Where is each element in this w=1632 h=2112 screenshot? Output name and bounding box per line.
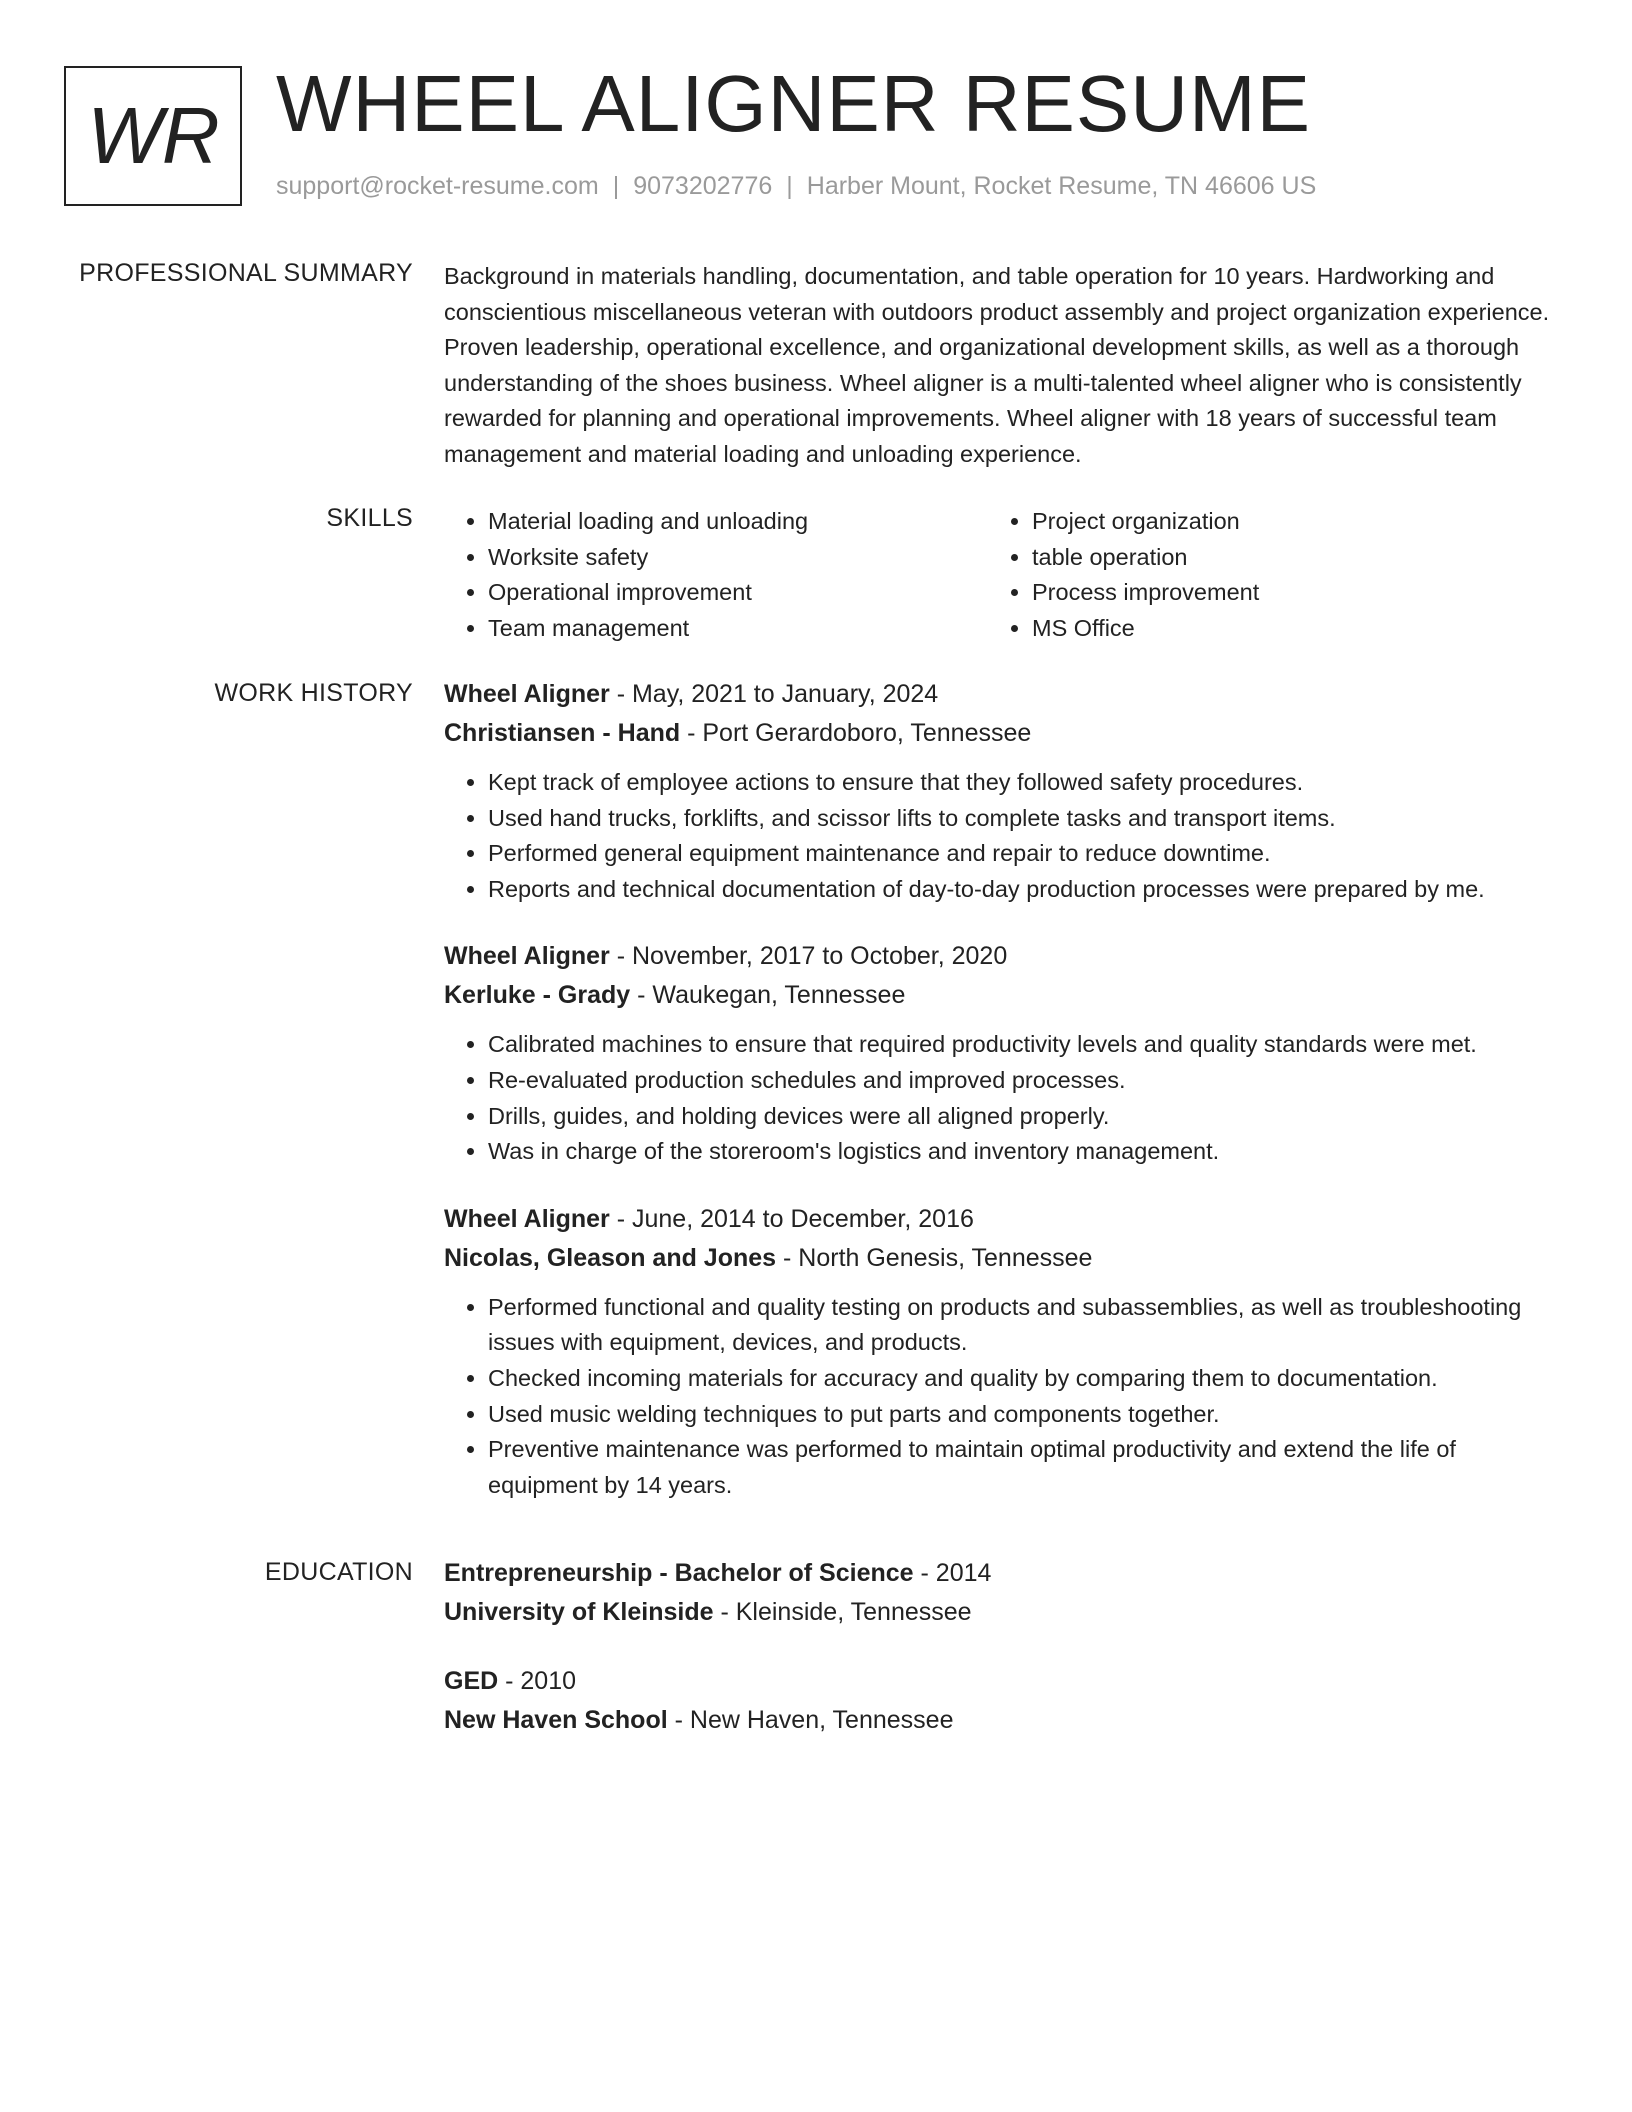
monogram-initials: WR [87,91,219,180]
job-company-line [444,976,1558,1015]
resume-title: WHEEL ALIGNER RESUME [276,59,1312,148]
school-location: - Kleinside, Tennessee [713,1598,972,1626]
job-title: Wheel Aligner [444,942,610,971]
job-title: Wheel Aligner [444,1204,610,1233]
duty-item: • Preventive maintenance was performed to maintain optimal productivity and extend the life of equipment by 14 years. [488,1432,1558,1503]
job-entry [444,675,1558,907]
job-company-line [444,1239,1558,1278]
education-label: EDUCATION [264,1558,413,1586]
skill-item: • Material loading and unloading [488,504,988,540]
contact-address: Harber Mount, Rocket Resume, TN 46606 US [806,172,1317,200]
job-company: Nicolas, Gleason and Jones [444,1243,777,1272]
skill-item: • Worksite safety [488,540,988,576]
job-company: Christiansen - Hand [444,719,681,747]
degree-year: - 2014 [913,1559,992,1587]
duty-item: • Used hand trucks, forklifts, and scissor lifts to complete tasks and transport items. [488,801,1558,837]
degree: GED [444,1667,499,1695]
degree: Entrepreneurship - Bachelor of Science [444,1559,914,1587]
job-title-line [444,1200,1558,1239]
skill-item: • table operation [1032,540,1532,576]
contact-separator: | [786,172,793,200]
job-duties [444,1027,1558,1169]
duty-item: • Used music welding techniques to put parts and components together. [488,1397,1558,1433]
duty-item: • Calibrated machines to ensure that required productivity levels and quality standards were met. [488,1027,1558,1063]
school-line [444,1701,1558,1740]
job-dates: - June, 2014 to December, 2016 [609,1204,974,1233]
duty-item: • Re-evaluated production schedules and improved processes. [488,1063,1558,1099]
job-entry [444,1200,1558,1504]
contact-separator: | [612,172,620,200]
summary-label: PROFESSIONAL SUMMARY [79,259,413,287]
job-company-line [444,714,1558,753]
job-entry [444,937,1558,1169]
job-dates: - November, 2017 to October, 2020 [609,942,1008,971]
school: New Haven School [444,1706,668,1734]
skill-item: • Operational improvement [488,575,988,611]
contact-phone: 9073202776 [633,172,773,200]
duty-item: • Drills, guides, and holding devices were all aligned properly. [488,1099,1558,1135]
job-location: - North Genesis, Tennessee [776,1243,1093,1272]
job-dates: - May, 2021 to January, 2024 [609,680,939,708]
school-location: - New Haven, Tennessee [667,1706,954,1734]
summary-text: Background in materials handling, documentation, and table operation for 10 years. Hardworking and conscientious miscellaneous veteran with outdoors product assembly and project organization experience. Proven leadership, operational excellence, and organizational development skills, as well as a thorough understanding of the shoes business. Wheel aligner is a multi-talented wheel aligner who is consistently rewarded for planning and operational improvements. Wheel aligner with 18 years of successful team management and material loading and unloading experience. [444,263,1550,467]
job-duties [444,1290,1558,1504]
duty-item: • Was in charge of the storeroom's logistics and inventory management. [488,1134,1558,1170]
school-line [444,1593,1558,1632]
duty-item: • Reports and technical documentation of day-to-day production processes were prepared by me. [488,872,1558,908]
contact-line [276,172,1316,201]
duty-item: • Kept track of employee actions to ensure that they followed safety procedures. [488,765,1558,801]
skill-item: • Process improvement [1032,575,1532,611]
degree-year: - 2010 [498,1667,577,1695]
degree-line [444,1554,1558,1593]
contact-email: support@rocket-resume.com [276,172,599,200]
duty-item: • Performed general equipment maintenance and repair to reduce downtime. [488,836,1558,872]
job-duties [444,765,1558,907]
job-location: - Port Gerardoboro, Tennessee [680,719,1032,747]
job-company: Kerluke - Grady [444,981,631,1010]
education-entry [444,1662,1558,1740]
job-title: Wheel Aligner [444,680,610,708]
school: University of Kleinside [444,1598,714,1626]
job-title-line [444,675,1558,714]
monogram-box [64,66,242,206]
skill-item: • Project organization [1032,504,1532,540]
duty-item: • Performed functional and quality testing on products and subassemblies, as well as troubleshooting issues with equipment, devices, and products. [488,1290,1558,1361]
skill-item: • MS Office [1032,611,1532,647]
skills-label: SKILLS [326,504,413,532]
skill-item: • Team management [488,611,988,647]
degree-line [444,1662,1558,1701]
skills-column-2 [988,504,1532,646]
education-entry [444,1554,1558,1632]
job-title-line [444,937,1558,976]
skills-column-1 [444,504,988,646]
job-location: - Waukegan, Tennessee [630,981,906,1010]
work-history-label: WORK HISTORY [214,679,413,707]
skills-list [444,504,1558,646]
duty-item: • Checked incoming materials for accuracy and quality by comparing them to documentation. [488,1361,1558,1397]
